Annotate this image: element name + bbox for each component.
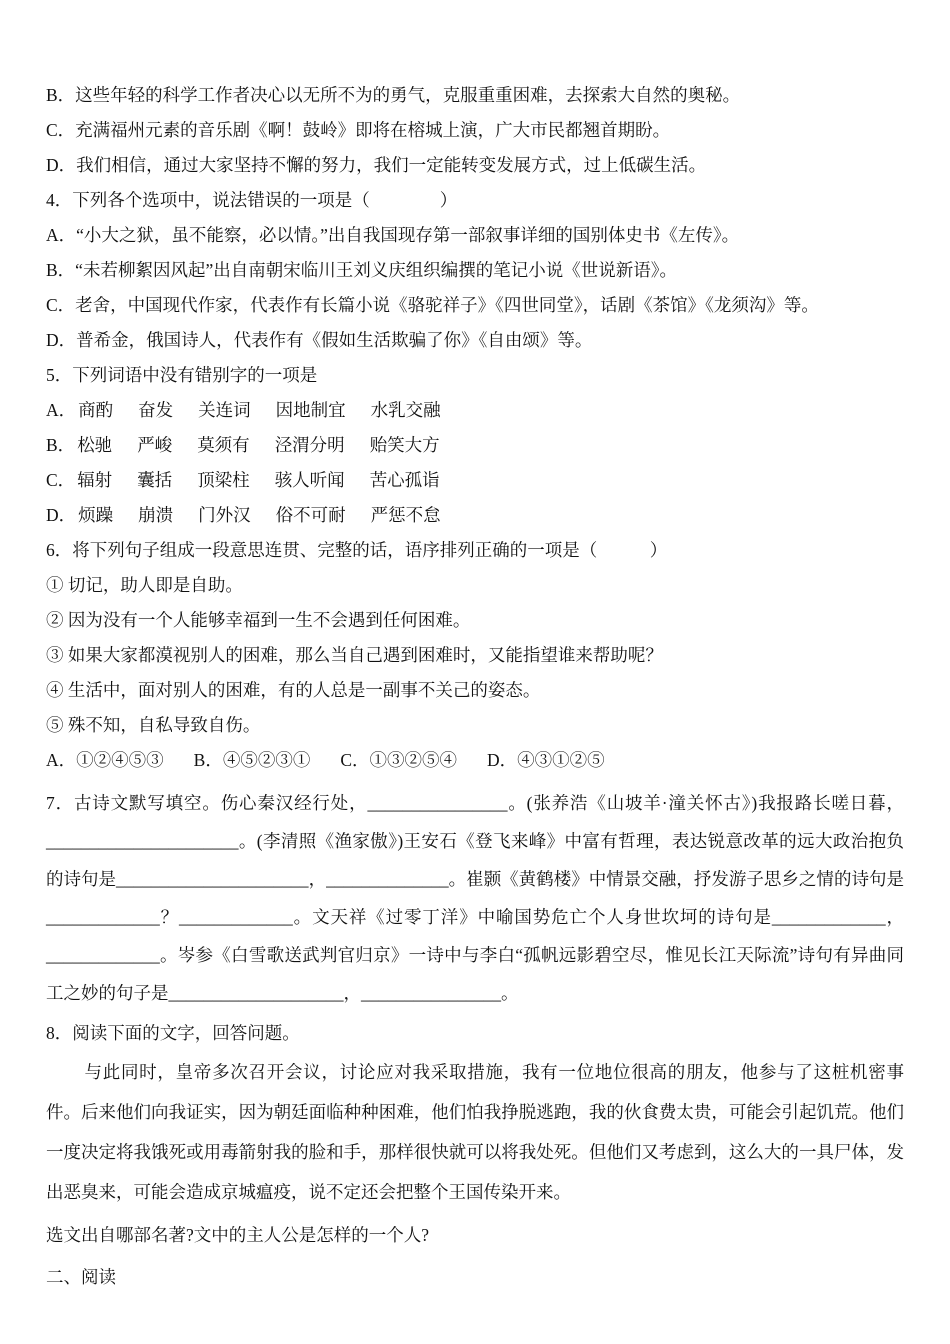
q8-question: 选文出自哪部名著?文中的主人公是怎样的一个人?: [46, 1225, 430, 1245]
q5-option-d: [46, 498, 904, 533]
list-word: 顶梁柱: [197, 470, 250, 490]
list-word: 因地制宜: [275, 400, 346, 420]
list-word: 门外汉: [198, 505, 251, 525]
list-word: 泾渭分明: [274, 435, 345, 455]
q6-sentence-4: ④ 生活中，面对别人的困难，有的人总是一副事不关己的姿态。: [46, 680, 541, 700]
option-label: D．: [46, 505, 77, 525]
q5-option-b: [46, 428, 904, 463]
list-word: 骇人听闻: [274, 470, 345, 490]
list-word: 崩溃: [138, 505, 174, 525]
q5-stem: 5．下列词语中没有错别字的一项是: [46, 365, 318, 385]
option-label: C．: [46, 470, 76, 490]
q8-passage: 与此同时，皇帝多次召开会议，讨论应对我采取措施，我有一位地位很高的朋友，他参与了这桩机密事件。后来他们向我证实，因为朝廷面临种种困难，他们怕我挣脱逃跑，我的伙食费太贵，可能会引起饥荒。他们一度决定将我饿死或用毒箭射我的脸和手，那样很快就可以将我处死。但他们又考虑到，这么大的一具尸体，发出恶臭来，可能会造成京城瘟疫，说不定还会把整个王国传染开来。: [46, 1062, 904, 1202]
q6-choices: [46, 743, 904, 778]
list-word: 松驰: [77, 435, 113, 455]
option-label: A．: [46, 400, 77, 420]
q6-sentence-1: ① 切记，助人即是自助。: [46, 575, 243, 595]
list-word: 商酌: [78, 400, 114, 420]
list-word: B．④⑤②③①: [193, 750, 311, 770]
list-word: 俗不可耐: [275, 505, 346, 525]
list-word: 贻笑大方: [369, 435, 440, 455]
word-list: [77, 470, 465, 490]
list-word: A．①②④⑤③: [46, 750, 164, 770]
choice-list: [46, 750, 635, 770]
q6-sentence-3: ③ 如果大家都漠视别人的困难，那么当自己遇到困难时，又能指望谁来帮助呢？: [46, 645, 663, 665]
list-word: 严峻: [137, 435, 173, 455]
list-word: 辐射: [77, 470, 113, 490]
q7-paragraph: 7．古诗文默写填空。伤心秦汉经行处，________________。(张养浩《山坡羊·潼关怀古》)我报路长嗟日暮，______________________。(李清照《渔家傲》)王安石《登飞来峰》中富有哲理，表达锐意改革的远大政治抱负的诗句是______________________，______________。崔颢《黄鹤楼》中情景交融，抒发游子思乡之情的诗句是_____________？_____________。文天祥《过零丁洋》中喻国势危亡个人身世坎坷的诗句是_____________，_____________。岑参《白雪歌送武判官归京》一诗中与李白“孤帆远影碧空尽，惟见长江天际流”诗句有异曲同工之妙的句子是____________________，________________。: [46, 793, 904, 1003]
q6-sentence-2: ② 因为没有一个人能够幸福到一生不会遇到任何困难。: [46, 610, 471, 630]
q3-option-d: D．我们相信，通过大家坚持不懈的努力，我们一定能转变发展方式，过上低碳生活。: [46, 155, 707, 175]
list-word: 囊括: [137, 470, 173, 490]
q4-option-d: D．普希金，俄国诗人，代表作有《假如生活欺骗了你》《自由颂》等。: [46, 330, 593, 350]
q4-stem: 4．下列各个选项中，说法错误的一项是（ ）: [46, 190, 458, 210]
list-word: 烦躁: [78, 505, 114, 525]
q4-option-c: C．老舍，中国现代作家，代表作有长篇小说《骆驼祥子》《四世同堂》，话剧《茶馆》《龙须沟》等。: [46, 295, 819, 315]
q6-sentence-5: ⑤ 殊不知，自私导致自伤。: [46, 715, 261, 735]
q3-option-b: B．这些年轻的科学工作者决心以无所不为的勇气，克服重重困难，去探索大自然的奥秘。: [46, 85, 741, 105]
list-word: 奋发: [138, 400, 174, 420]
section-2-heading: 二、阅读: [46, 1267, 116, 1287]
q3-option-c: C．充满福州元素的音乐剧《啊！鼓岭》即将在榕城上演，广大市民都翘首期盼。: [46, 120, 671, 140]
q5-option-a: [46, 393, 904, 428]
q6-stem: 6．将下列句子组成一段意思连贯、完整的话，语序排列正确的一项是（ ）: [46, 540, 668, 560]
q4-option-a: A．“小大之狱，虽不能察，必以情。”出自我国现存第一部叙事详细的国别体史书《左传》。: [46, 225, 740, 245]
list-word: 严惩不怠: [370, 505, 441, 525]
word-list: [78, 505, 466, 525]
word-list: [78, 400, 466, 420]
list-word: C．①③②⑤④: [340, 750, 458, 770]
list-word: 莫须有: [197, 435, 250, 455]
q5-option-c: [46, 463, 904, 498]
list-word: 关连词: [198, 400, 251, 420]
list-word: D．④③①②⑤: [487, 750, 605, 770]
q8-stem: 8．阅读下面的文字，回答问题。: [46, 1023, 300, 1043]
option-label: B．: [46, 435, 76, 455]
word-list: [77, 435, 465, 455]
list-word: 水乳交融: [370, 400, 441, 420]
q4-option-b: B．“未若柳絮因风起”出自南朝宋临川王刘义庆组织编撰的笔记小说《世说新语》。: [46, 260, 677, 280]
list-word: 苦心孤诣: [369, 470, 440, 490]
